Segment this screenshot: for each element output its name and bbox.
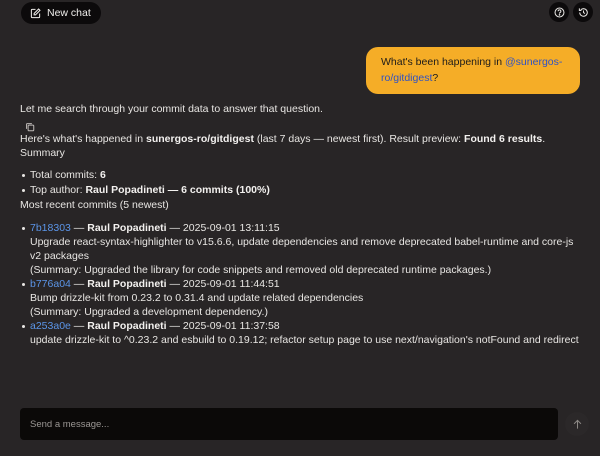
separator: — [166,278,183,290]
commit-hash-link[interactable]: 7b18303 [30,222,71,234]
help-circle-icon [554,7,565,18]
commit-item [30,319,580,347]
arrow-up-icon [572,419,583,430]
commit-hash-link[interactable]: b776a04 [30,278,71,290]
commit-message: Upgrade react-syntax-highlighter to v15.6.6, update dependencies and remove deprecated babel-runtime and core-js v2 packages [30,236,574,262]
separator: — [70,320,88,332]
top-author-label: Top author: [30,184,86,196]
separator: — [70,222,88,234]
commit-message: Bump drizzle-kit from 0.23.2 to 0.31.4 and update related dependencies [30,292,364,304]
commit-list [20,221,580,347]
repo-mention[interactable]: @sunergos-ro/gitdigest [381,56,563,84]
new-chat-button[interactable] [21,2,101,24]
user-message-bubble [366,47,580,94]
repo-name: sunergos-ro/gitdigest [146,133,254,145]
commit-author: Raul Popadineti [87,222,167,234]
summary-total-commits [30,168,580,182]
top-author-value: Raul Popadineti — 6 commits (100%) [85,184,270,196]
result-preview: Found 6 results [464,133,543,145]
summary-list [20,168,580,197]
assistant-intro: Let me search through your commit data to answer that question. [20,103,323,115]
history-button[interactable] [573,2,593,22]
assistant-message [20,102,580,347]
commit-hash-link[interactable]: a253a0e [30,320,71,332]
message-composer [20,408,558,440]
lead-text-end: . [542,133,546,145]
copy-icon[interactable] [25,122,35,132]
separator: — [166,222,183,234]
lead-text: Here's what's happened in [20,133,147,145]
commit-timestamp: 2025-09-01 11:44:51 [182,278,280,290]
top-bar [0,0,600,26]
edit-square-icon [30,8,41,19]
commit-timestamp: 2025-09-01 11:37:58 [182,320,280,332]
commit-summary: (Summary: Upgraded a development dependency.) [30,306,268,318]
lead-text-mid: (last 7 days — newest first). Result preview: [253,133,465,145]
commit-message: update drizzle-kit to ^0.23.2 and esbuild to 0.19.12; refactor setup page to use next/navigation's notFound and redirect [30,334,579,346]
commit-timestamp: 2025-09-01 13:11:15 [182,222,280,234]
message-input[interactable] [30,419,548,430]
results-lead [20,132,580,146]
user-message-suffix: ? [432,72,439,84]
separator: — [70,278,88,290]
commit-author: Raul Popadineti [87,278,167,290]
new-chat-label: New chat [47,7,91,19]
summary-top-author [30,183,580,197]
total-value: 6 [100,169,106,181]
commit-item [30,277,580,319]
separator: — [166,320,183,332]
history-icon [578,7,589,18]
send-button[interactable] [565,412,589,436]
recent-commits-heading: Most recent commits (5 newest) [20,199,169,211]
summary-heading: Summary [20,147,65,159]
user-message-text: What's been happening in [381,56,506,68]
commit-summary: (Summary: Upgraded the library for code snippets and removed old deprecated runtime packages.) [30,264,492,276]
total-label: Total commits: [30,169,101,181]
help-button[interactable] [549,2,569,22]
commit-author: Raul Popadineti [87,320,167,332]
commit-item [30,221,580,277]
